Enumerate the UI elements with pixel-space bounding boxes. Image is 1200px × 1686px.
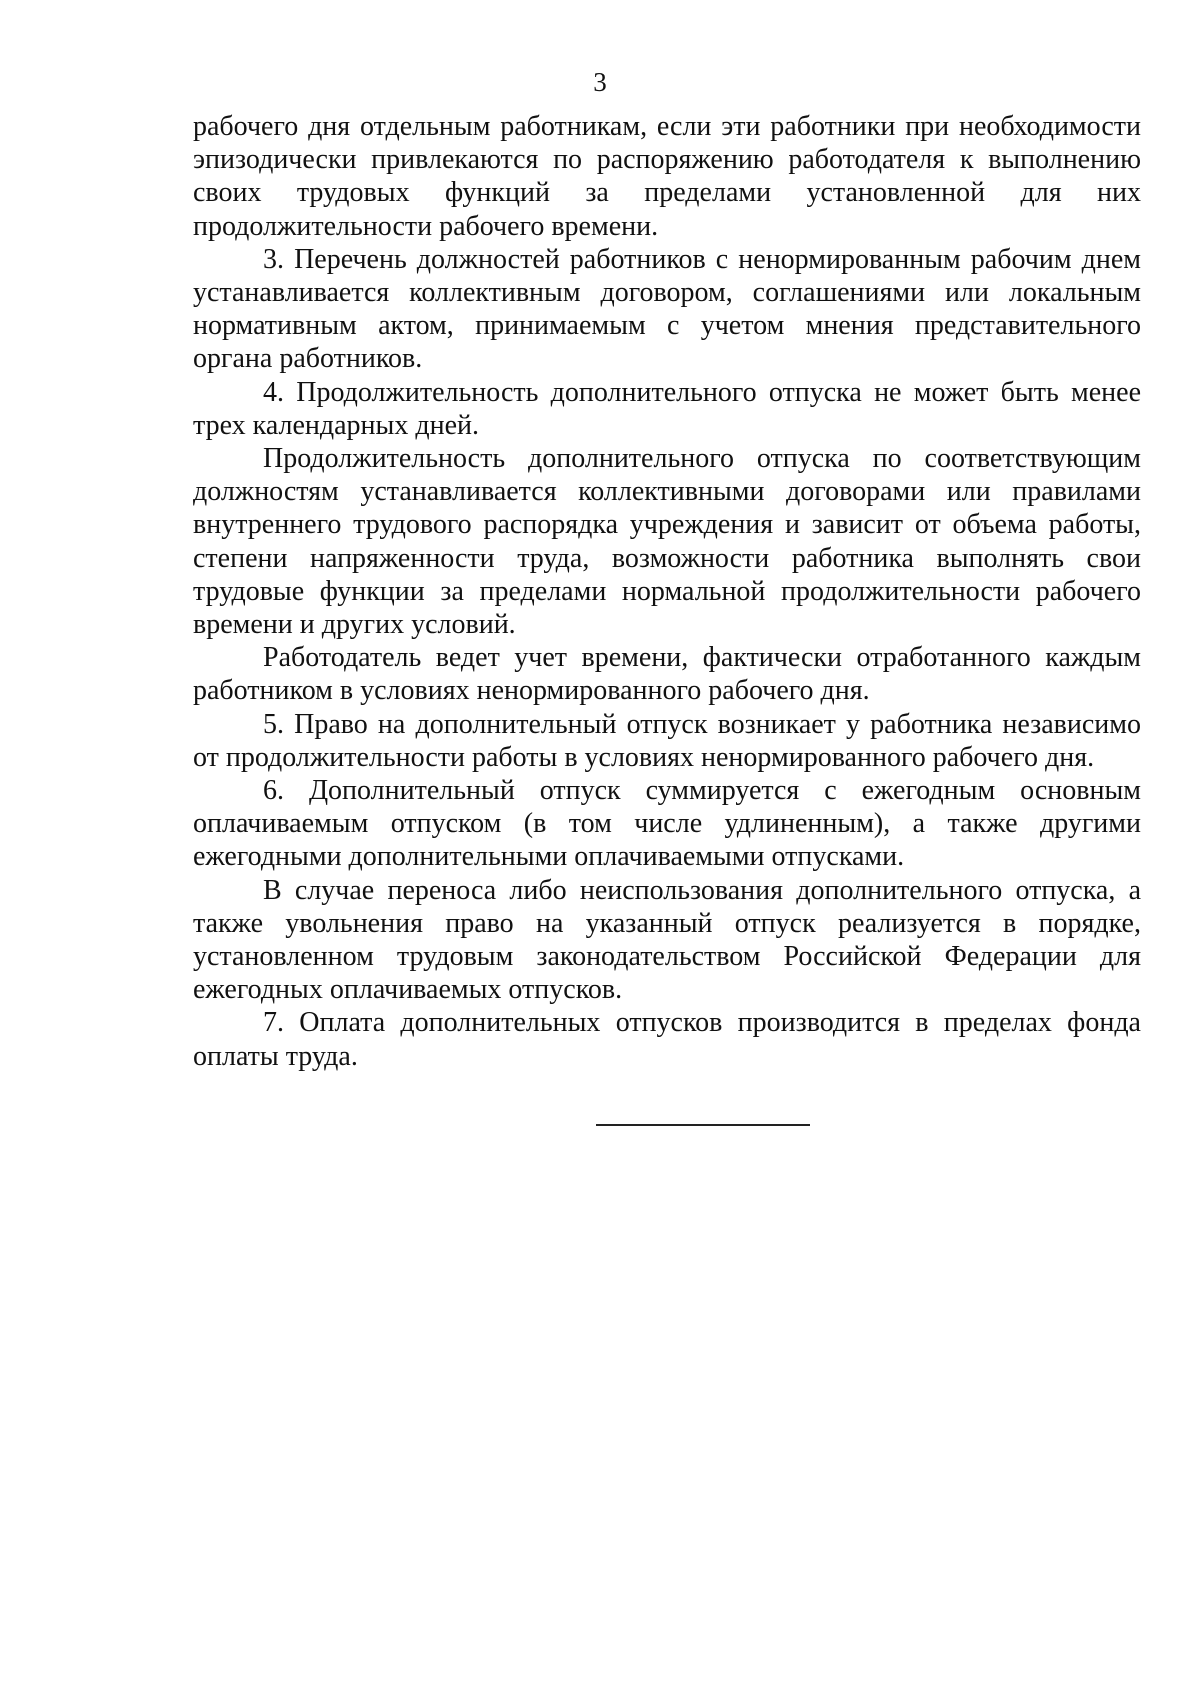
paragraph-item-6: 6. Дополнительный отпуск суммируется с ежегодным основным оплачиваемым отпуском (в том числе удлиненным), а также другими ежегодными дополнительными оплачиваемыми отпусками. (193, 775, 1141, 873)
document-body (193, 110, 1141, 1073)
paragraph-transfer: В случае переноса либо неиспользования дополнительного отпуска, а также увольнения право на указанный отпуск реализуется в порядке, установленном трудовым законодательством Российской Федерации для ежегодных оплачиваемых отпусков. (193, 874, 1141, 1006)
paragraph-item-3: 3. Перечень должностей работников с ненормированным рабочим днем устанавливается коллективным договором, соглашениями или локальным нормативным актом, принимаемым с учетом мнения представительного органа работников. (193, 243, 1141, 375)
paragraph-item-7: 7. Оплата дополнительных отпусков производится в пределах фонда оплаты труда. (193, 1007, 1141, 1072)
page-number: 3 (593, 67, 607, 97)
end-of-document-rule (596, 1124, 810, 1126)
paragraph-time-accounting: Работодатель ведет учет времени, фактически отработанного каждым работником в условиях ненормированного рабочего дня. (193, 642, 1141, 707)
paragraph-leave-duration: Продолжительность дополнительного отпуска по соответствующим должностям устанавливается коллективными договорами или правилами внутреннего трудового распорядка учреждения и зависит от объема работы, степени напряженности труда, возможности работника выполнять свои трудовые функции за пределами нормальной продолжительности рабочего времени и других условий. (193, 443, 1141, 641)
paragraph-continuation: рабочего дня отдельным работникам, если эти работники при необходимости эпизодически привлекаются по распоряжению работодателя к выполнению своих трудовых функций за пределами установленной для них продолжительности рабочего времени. (193, 111, 1141, 242)
paragraph-item-4: 4. Продолжительность дополнительного отпуска не может быть менее трех календарных дней. (193, 376, 1141, 441)
paragraph-item-5: 5. Право на дополнительный отпуск возникает у работника независимо от продолжительности работы в условиях ненормированного рабочего дня. (193, 708, 1141, 773)
